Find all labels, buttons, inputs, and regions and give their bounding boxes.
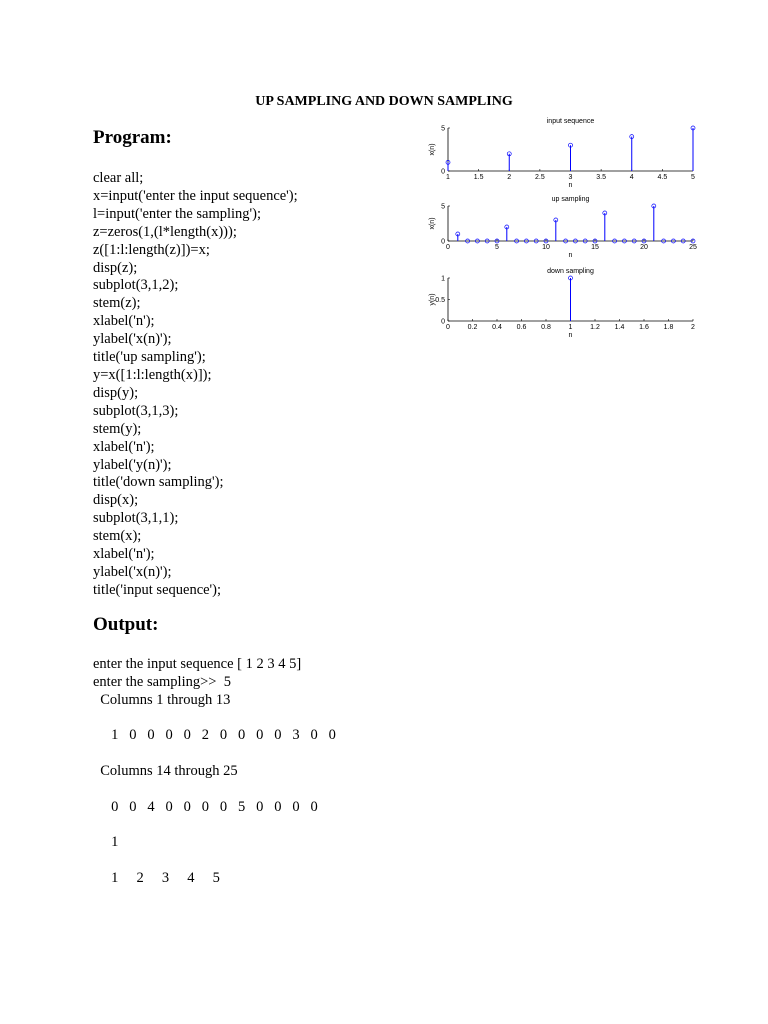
y-axis-label: x(n) <box>429 143 436 156</box>
x-tick-label: 1.4 <box>614 324 625 331</box>
x-tick-label: 0 <box>446 244 450 251</box>
x-tick-label: 25 <box>689 244 697 251</box>
program-code <box>93 170 298 600</box>
output-row-2: 0 0 4 0 0 0 0 5 0 0 0 0 <box>93 799 318 815</box>
output-columns-2: Columns 14 through 25 <box>93 763 238 779</box>
page-title: UP SAMPLING AND DOWN SAMPLING <box>255 94 513 109</box>
code-line: stem(x); <box>93 528 142 545</box>
code-line: disp(y); <box>93 384 139 401</box>
code-line: x=input('enter the input sequence'); <box>93 187 298 204</box>
code-line: y=x([1:l:length(x)]); <box>93 366 212 383</box>
x-axis-label: n <box>568 252 573 259</box>
code-line: subplot(3,1,1); <box>93 510 179 527</box>
x-tick-label: 3.5 <box>596 174 606 181</box>
x-tick-label: 10 <box>542 244 550 251</box>
code-line: stem(z); <box>93 295 141 312</box>
x-axis-label: n <box>568 332 573 339</box>
y-tick-label: 1 <box>441 275 445 283</box>
x-tick-label: 2 <box>507 174 512 181</box>
y-tick-label: 0 <box>441 318 445 326</box>
x-tick-label: 2.5 <box>535 174 545 181</box>
output-y-value: 1 <box>93 834 119 850</box>
code-line: l=input('enter the sampling'); <box>93 205 262 222</box>
code-line: stem(y); <box>93 420 142 437</box>
x-tick-label: 0.4 <box>492 324 502 331</box>
y-axis-label: x(n) <box>429 217 436 230</box>
x-tick-label: 0.6 <box>516 324 527 331</box>
code-line: xlabel('n'); <box>93 438 155 455</box>
output-prompt-sequence: enter the input sequence [ 1 2 3 4 5] <box>93 656 302 672</box>
code-line: ylabel('x(n)'); <box>93 331 172 348</box>
x-tick-label: 15 <box>591 244 599 251</box>
x-tick-label: 1.8 <box>663 324 674 331</box>
output-x-values: 1 2 3 4 5 <box>93 870 220 886</box>
x-tick-label: 5 <box>495 244 499 251</box>
code-line: subplot(3,1,2); <box>93 277 179 294</box>
y-tick-label: 5 <box>441 125 445 133</box>
code-line: ylabel('x(n)'); <box>93 563 172 580</box>
stem-plots <box>418 112 708 348</box>
code-line: disp(z); <box>93 259 138 276</box>
y-tick-label: 0.5 <box>435 297 445 304</box>
x-tick-label: 1 <box>446 174 450 181</box>
x-axis-label: n <box>568 182 573 189</box>
code-line: title('up sampling'); <box>93 349 206 366</box>
x-tick-label: 3 <box>568 174 573 181</box>
program-heading: Program: <box>93 127 172 148</box>
x-tick-label: 1.2 <box>590 324 600 331</box>
output-row-1: 1 0 0 0 0 2 0 0 0 0 3 0 0 <box>93 727 336 743</box>
chart-title: up sampling <box>551 196 590 203</box>
x-tick-label: 0.2 <box>467 324 478 331</box>
y-tick-label: 0 <box>441 168 445 176</box>
code-line: subplot(3,1,3); <box>93 402 179 419</box>
output-heading: Output: <box>93 614 159 635</box>
x-tick-label: 20 <box>640 244 648 251</box>
x-tick-label: 0 <box>446 324 450 331</box>
output-columns-1: Columns 1 through 13 <box>93 692 231 708</box>
x-tick-label: 1 <box>568 324 573 331</box>
x-tick-label: 4 <box>629 174 634 181</box>
x-tick-label: 4.5 <box>657 174 668 181</box>
code-line: title('input sequence'); <box>93 581 222 598</box>
x-tick-label: 2 <box>691 324 695 331</box>
code-line: title('down sampling'); <box>93 474 224 491</box>
x-tick-label: 0.8 <box>541 324 551 331</box>
output-prompt-sampling: enter the sampling>> 5 <box>93 674 231 690</box>
y-tick-label: 0 <box>441 238 445 246</box>
code-line: ylabel('y(n)'); <box>93 456 172 473</box>
chart-title: down sampling <box>547 268 594 275</box>
code-line: xlabel('n'); <box>93 313 155 330</box>
x-tick-label: 1.6 <box>639 324 649 331</box>
y-tick-label: 5 <box>441 203 445 211</box>
y-axis-label: y(n) <box>429 293 436 306</box>
x-tick-label: 5 <box>691 174 695 181</box>
code-line: z([1:l:length(z)])=x; <box>93 241 210 258</box>
subplot-figure <box>418 112 708 348</box>
code-line: xlabel('n'); <box>93 546 155 563</box>
x-tick-label: 1.5 <box>473 174 484 181</box>
code-line: clear all; <box>93 170 144 186</box>
chart-title: input sequence <box>546 118 595 125</box>
code-line: disp(x); <box>93 492 139 509</box>
code-line: z=zeros(1,(l*length(x))); <box>93 223 237 240</box>
